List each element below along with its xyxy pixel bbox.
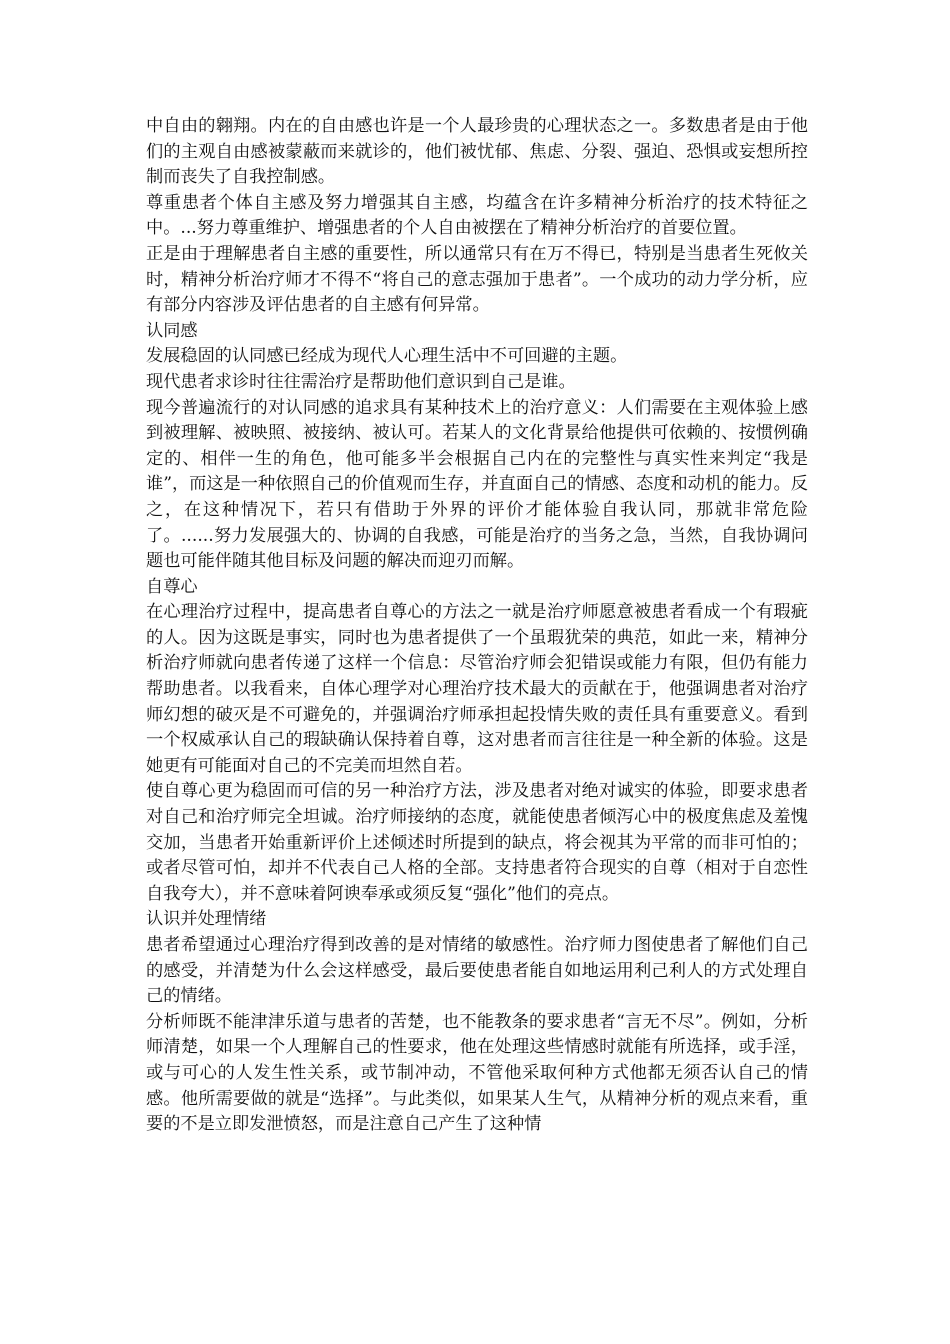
paragraph-autonomy-importance: 正是由于理解患者自主感的重要性，所以通常只有在万不得已，特别是当患者生死攸关时，精神分析治疗师才不得不“将自己的意志强加于患者”。一个成功的动力学分析，应有部分内容涉及评估患者的自主感有何异常。 — [146, 243, 808, 316]
section-heading-emotions: 认识并处理情绪 — [146, 909, 267, 930]
paragraph-identity-pursuit: 现今普遍流行的对认同感的追求具有某种技术上的治疗意义：人们需要在主观体验上感到被理解、被映照、被接纳、被认可。若某人的文化背景给他提供可依赖的、按惯例确定的、相伴一生的角色，他可能多半会根据自己内在的完整性与真实性来判定“我是谁”，而这是一种依照自己的价值观而生存，并直面自己的情感、态度和动机的能力。反之，在这种情况下，若只有借助于外界的评价才能体验自我认同，那就非常危险了。......努力发展强大的、协调的自我感，可能是治疗的当务之急，当然，自我协调问题也可能伴随其他目标及问题的解决而迎刃而解。 — [146, 397, 808, 572]
section-heading-self-esteem: 自尊心 — [146, 576, 198, 597]
paragraph-emotions-sensitivity: 患者希望通过心理治疗得到改善的是对情绪的敏感性。治疗师力图使患者了解他们自己的感受，并清楚为什么会这样感受，最后要使患者能自如地运用利己利人的方式处理自己的情绪。 — [146, 935, 808, 1007]
paragraph-autonomy-respect: 尊重患者个体自主感及努力增强其自主感，均蕴含在许多精神分析治疗的技术特征之中。...努力尊重维护、增强患者的个人自由被摆在了精神分析治疗的首要位置。 — [146, 192, 808, 239]
document-page — [146, 114, 808, 1138]
paragraph-emotions-choice: 分析师既不能津津乐道与患者的苦楚，也不能教条的要求患者“言无不尽”。例如，分析师清楚，如果一个人理解自己的性要求，他在处理这些情感时就能有所选择，或手淫，或与可心的人发生性关系，或节制冲动，不管他采取何种方式他都无须否认自己的情感。他所需要做的就是“选择”。与此类似，如果某人生气，从精神分析的观点来看，重要的不是立即发泄愤怒，而是注意自己产生了这种情 — [146, 1011, 808, 1135]
section-heading-identity: 认同感 — [146, 320, 198, 341]
paragraph-identity-patients: 现代患者求诊时往往需治疗是帮助他们意识到自己是谁。 — [146, 371, 576, 392]
paragraph-freedom-intro: 中自由的翱翔。内在的自由感也许是一个人最珍贵的心理状态之一。多数患者是由于他们的主观自由感被蒙蔽而来就诊的，他们被忧郁、焦虑、分裂、强迫、恐惧或妄想所控制而丧失了自我控制感。 — [146, 116, 808, 188]
paragraph-identity-theme: 发展稳固的认同感已经成为现代人心理生活中不可回避的主题。 — [146, 346, 628, 367]
paragraph-self-esteem-flaws: 在心理治疗过程中，提高患者自尊心的方法之一就是治疗师愿意被患者看成一个有瑕疵的人。因为这既是事实，同时也为患者提供了一个虽瑕犹荣的典范，如此一来，精神分析治疗师就向患者传递了这样一个信息：尽管治疗师会犯错误或能力有限，但仍有能力帮助患者。以我看来，自体心理学对心理治疗技术最大的贡献在于，他强调患者对治疗师幻想的破灭是不可避免的，并强调治疗师承担起投情失败的责任具有重要意义。看到一个权威承认自己的瑕缺确认保持着自尊，这对患者而言往往是一种全新的体验。这是她更有可能面对自己的不完美而坦然自若。 — [146, 602, 808, 776]
paragraph-self-esteem-honesty: 使自尊心更为稳固而可信的另一种治疗方法，涉及患者对绝对诚实的体验，即要求患者对自己和治疗师完全坦诚。治疗师接纳的态度，就能使患者倾泻心中的极度焦虑及羞愧交加，当患者开始重新评价上述倾述时所提到的缺点，将会视其为平常的而非可怕的；或者尽管可怕，却并不代表自己人格的全部。支持患者符合现实的自尊（相对于自恋性自我夸大），并不意味着阿谀奉承或须反复“强化”他们的亮点。 — [146, 781, 808, 904]
